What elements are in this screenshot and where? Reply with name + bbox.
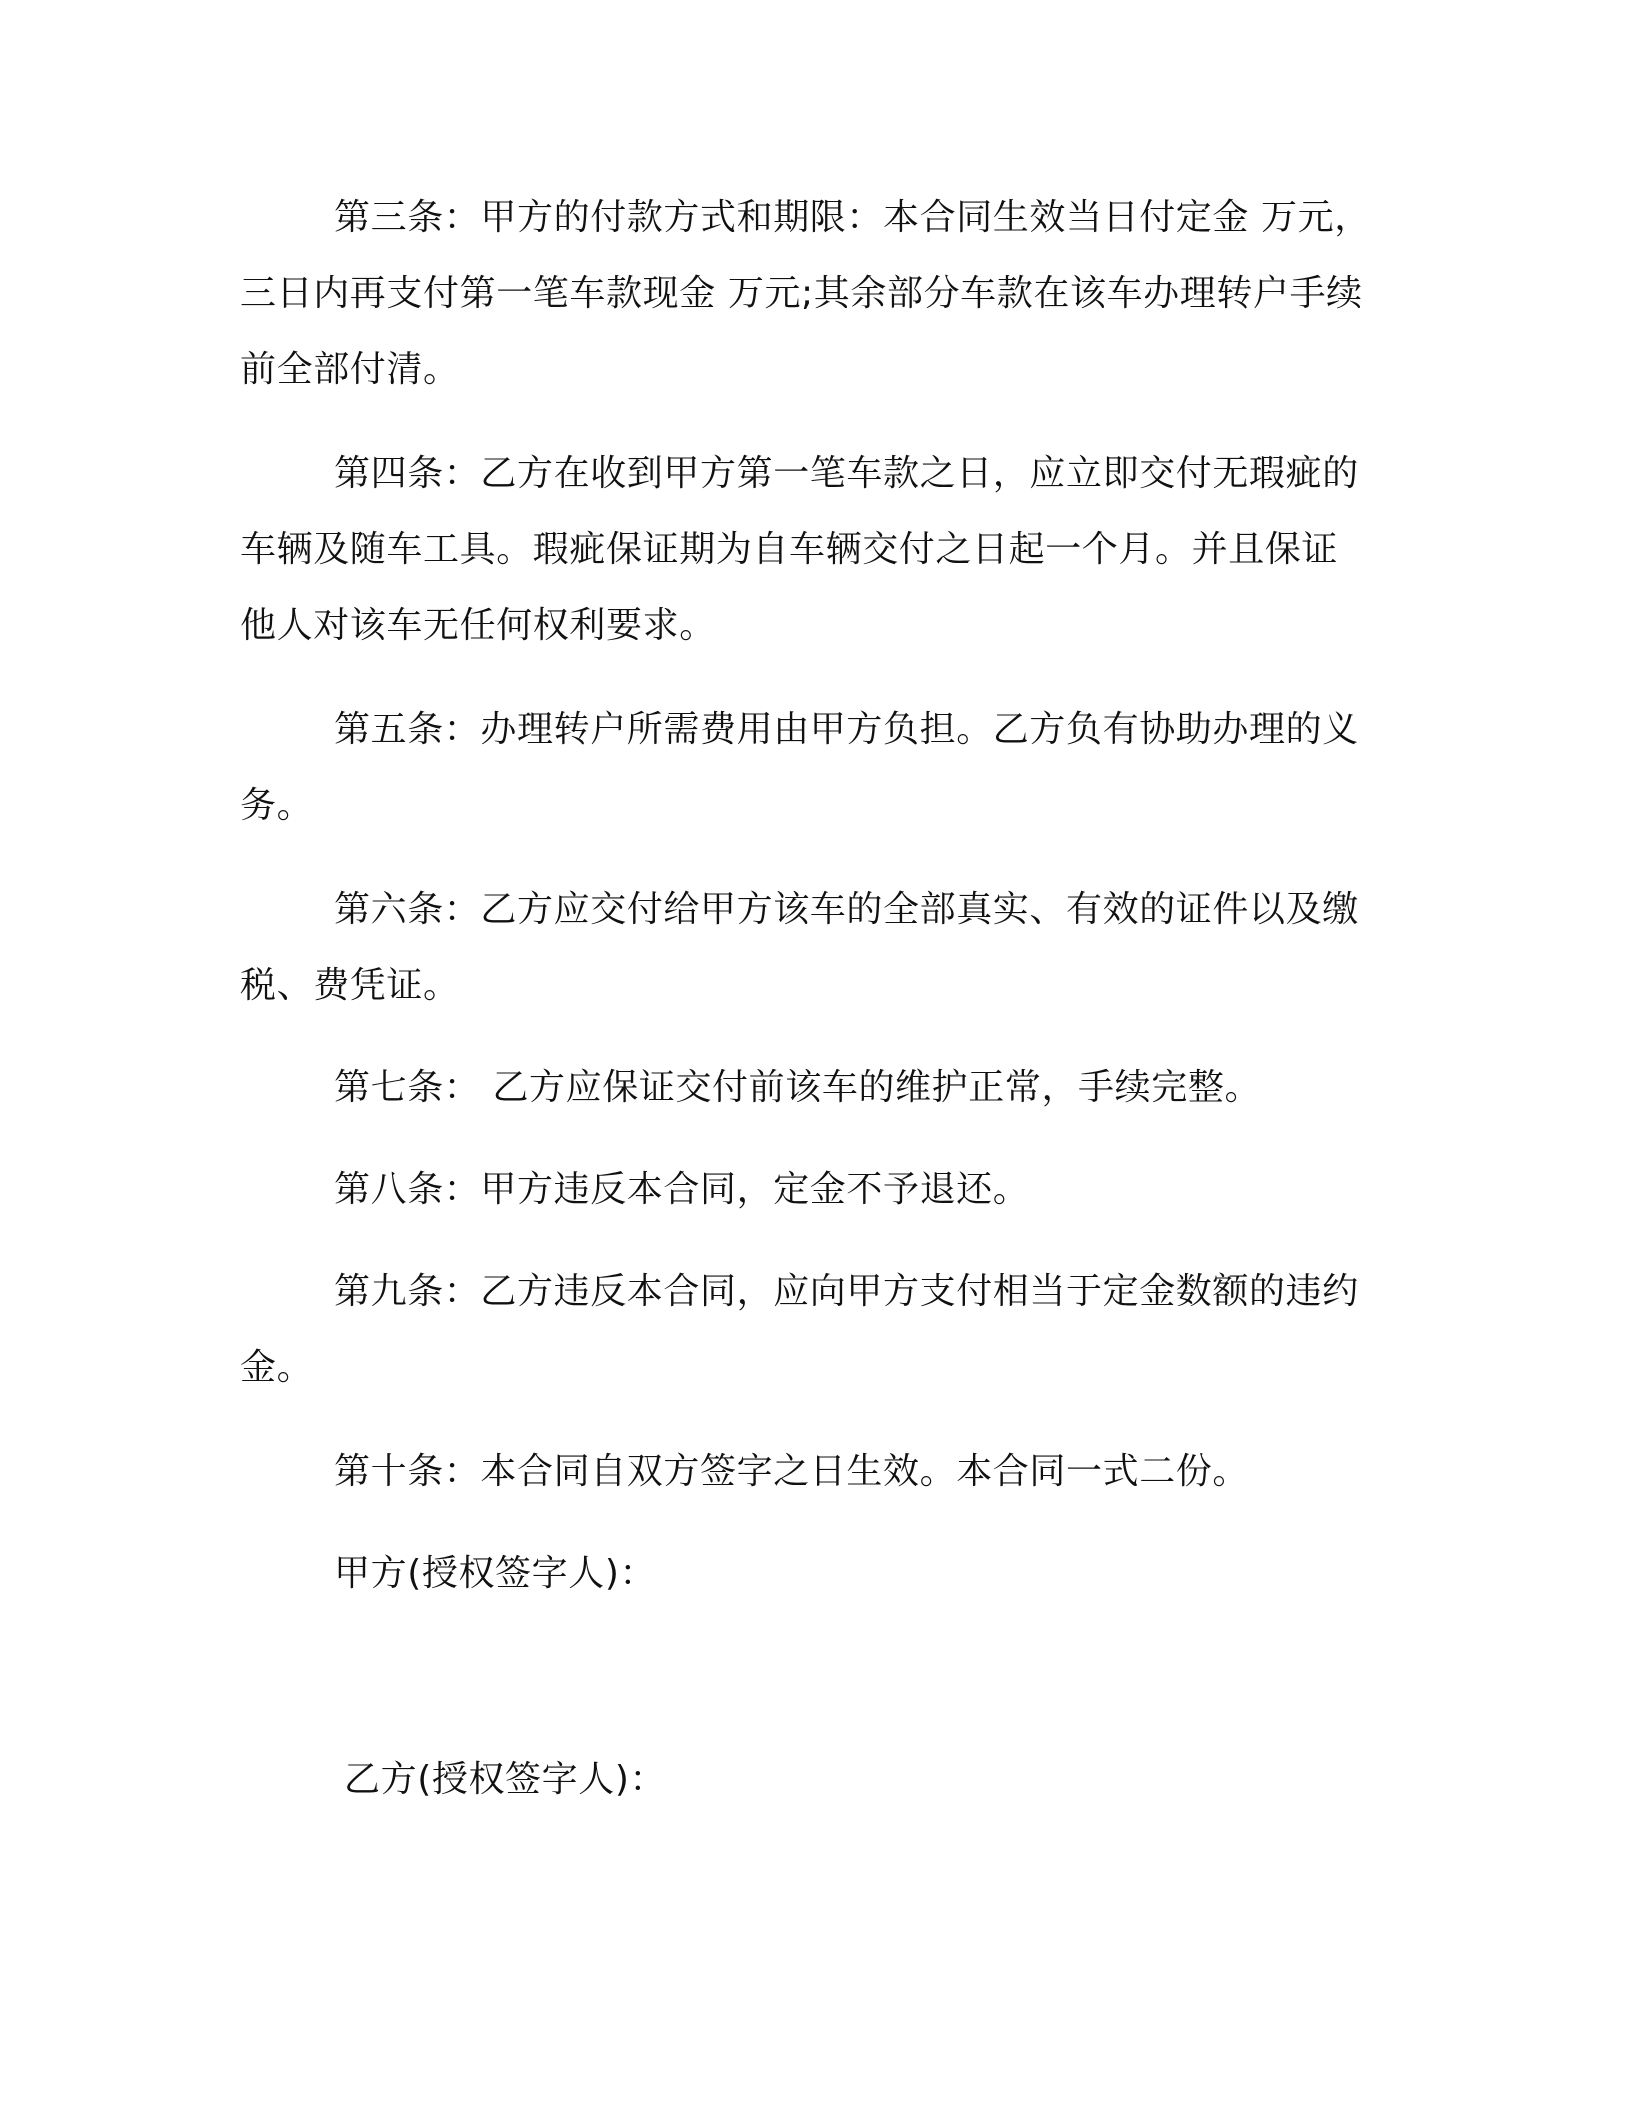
clause-6-line-2: 税、费凭证。: [240, 965, 460, 1006]
party-a-signature-label: 甲方(授权签字人)：: [334, 1553, 657, 1594]
clause-4-line-3: 他人对该车无任何权利要求。: [240, 605, 716, 646]
clause-3-line-3: 前全部付清。: [240, 349, 460, 390]
party-b-signature-label: 乙方(授权签字人)：: [344, 1759, 667, 1800]
clause-9-line-1: 第九条：乙方违反本合同，应向甲方支付相当于定金数额的违约: [334, 1271, 1359, 1312]
clause-5-line-2: 务。: [240, 785, 314, 826]
clause-4-line-1: 第四条：乙方在收到甲方第一笔车款之日，应立即交付无瑕疵的: [334, 453, 1359, 494]
clause-3-line-2: 三日内再支付第一笔车款现金 万元;其余部分车款在该车办理转户手续: [240, 273, 1363, 314]
clause-3-line-1: 第三条：甲方的付款方式和期限：本合同生效当日付定金 万元，: [334, 197, 1371, 238]
clause-10-line-1: 第十条：本合同自双方签字之日生效。本合同一式二份。: [334, 1451, 1250, 1492]
clause-6-line-1: 第六条：乙方应交付给甲方该车的全部真实、有效的证件以及缴: [334, 889, 1359, 930]
clause-5-line-1: 第五条：办理转户所需费用由甲方负担。乙方负有协助办理的义: [334, 709, 1359, 750]
clause-4-line-2: 车辆及随车工具。瑕疵保证期为自车辆交付之日起一个月。并且保证: [240, 529, 1339, 570]
clause-9-line-2: 金。: [240, 1347, 314, 1388]
clause-8-line-1: 第八条：甲方违反本合同，定金不予退还。: [334, 1169, 1030, 1210]
clause-7-line-1: 第七条： 乙方应保证交付前该车的维护正常，手续完整。: [334, 1067, 1262, 1108]
